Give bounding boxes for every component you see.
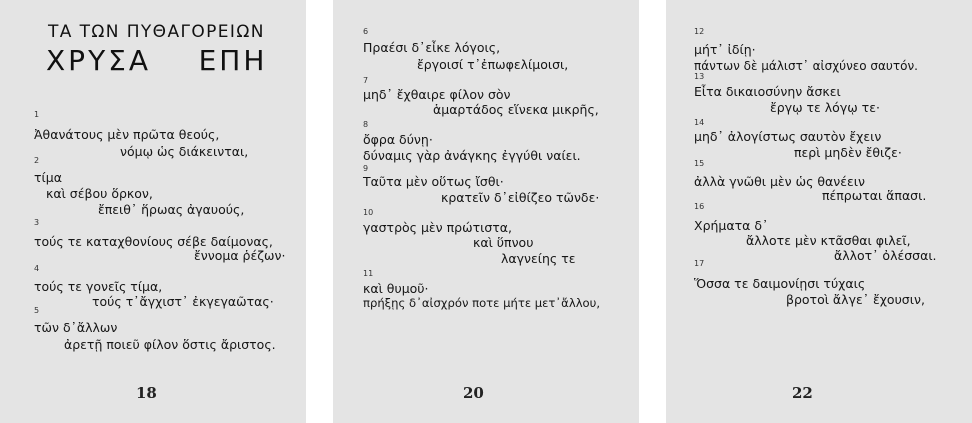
title-line-1: ΤΑ ΤΩΝ ΠΥΘΑΓΟΡΕΙΩΝ [48, 22, 265, 42]
verse-line: ἔπειθ᾽ ἥρωας ἀγαυούς, [98, 202, 245, 217]
verse-line: μηδ᾽ ἔχθαιρε φίλον σὸν [363, 87, 511, 102]
verse-line: μηδ᾽ ἀλογίστως σαυτὸν ἔχειν [694, 129, 882, 144]
verse-line: γαστρὸς μὲν πρώτιστα, [363, 220, 512, 235]
title-line-2: ΧΡΥΣΑ ΕΠΗ [46, 44, 268, 77]
verse-line: περὶ μηδὲν ἔθιζε· [794, 145, 902, 160]
verse-line: ἔννομα ῥέζων· [194, 248, 286, 263]
verse-line: τούς τε καταχθονίους σέβε δαίμονας, [34, 234, 273, 249]
verse-number: 16 [694, 202, 705, 211]
verse-line: Εἶτα δικαιοσύνην ἄσκει [694, 84, 841, 99]
verse-number: 13 [694, 72, 705, 81]
verse-number: 10 [363, 208, 374, 217]
book-page-20 [333, 0, 639, 423]
verse-line: Ὅσσα τε δαιμονίῃσι τύχαις [694, 276, 866, 291]
verse-number: 1 [34, 110, 40, 119]
verse-line: Χρήματα δ᾽ [694, 218, 769, 233]
verse-number: 11 [363, 269, 374, 278]
verse-line: λαγνείης τε [501, 251, 576, 266]
verse-line: Ἀθανάτους μὲν πρῶτα θεούς, [34, 127, 220, 142]
verse-line: κρατεῖν δ᾽εἰθίζεο τῶνδε· [441, 190, 600, 205]
verse-line: τῶν δ᾽ἄλλων [34, 320, 118, 335]
verse-line: Πραέσι δ᾽εἶκε λόγοις, [363, 40, 501, 55]
page-number: 18 [136, 384, 157, 402]
verse-line: τούς τ᾽ἄγχιστ᾽ ἐκγεγαῶτας· [92, 294, 274, 309]
verse-line: ἄλλοτ᾽ ὀλέσσαι. [834, 248, 937, 263]
verse-line: ἀλλὰ γνῶθι μὲν ὡς θανέειν [694, 174, 865, 189]
verse-number: 4 [34, 264, 40, 273]
verse-line: ἔργῳ τε λόγῳ τε· [770, 100, 880, 115]
verse-number: 15 [694, 159, 705, 168]
verse-line: βροτοὶ ἄλγε᾽ ἔχουσιν, [786, 292, 925, 307]
verse-line: ἔργοισί τ᾽ἐπωφελίμοισι, [417, 57, 569, 72]
verse-number: 6 [363, 27, 369, 36]
verse-number: 8 [363, 120, 369, 129]
verse-line: Ταῦτα μὲν οὕτως ἴσθι· [363, 174, 504, 189]
page-number: 20 [463, 384, 484, 402]
verse-line: ἄλλοτε μὲν κτᾶσθαι φιλεῖ, [746, 233, 911, 248]
verse-line: πρήξῃς δ᾽αἰσχρόν ποτε μήτε μετ᾽ἄλλου, [363, 296, 601, 310]
verse-line: ἀρετῇ ποιεῦ φίλον ὅστις ἄριστος. [64, 337, 276, 352]
verse-line: ὄφρα δύνῃ· [363, 132, 433, 147]
verse-line: πέπρωται ἅπασι. [822, 188, 927, 203]
verse-line: ἁμαρτάδος εἵνεκα μικρῆς, [433, 102, 599, 117]
verse-line: καὶ θυμοῦ· [363, 281, 429, 296]
book-page-18 [0, 0, 306, 423]
book-page-22 [666, 0, 972, 423]
verse-line: τούς τε γονεῖς τίμα, [34, 279, 163, 294]
verse-number: 14 [694, 118, 705, 127]
verse-line: νόμῳ ὡς διάκεινται, [120, 144, 249, 159]
verse-number: 2 [34, 156, 40, 165]
verse-number: 7 [363, 76, 369, 85]
verse-line: μήτ᾽ ἰδίῃ· [694, 42, 756, 57]
verse-line: πάντων δὲ μάλιστ᾽ αἰσχύνεο σαυτόν. [694, 59, 918, 73]
verse-number: 9 [363, 164, 369, 173]
verse-number: 3 [34, 218, 40, 227]
verse-line: καὶ σέβου ὅρκον, [46, 186, 153, 201]
verse-number: 5 [34, 306, 40, 315]
verse-line: δύναμις γὰρ ἀνάγκης ἐγγύθι ναίει. [363, 148, 581, 163]
verse-number: 12 [694, 27, 705, 36]
verse-number: 17 [694, 259, 705, 268]
page-number: 22 [792, 384, 813, 402]
verse-line: τίμα [34, 170, 62, 185]
verse-line: καὶ ὕπνου [473, 235, 534, 250]
